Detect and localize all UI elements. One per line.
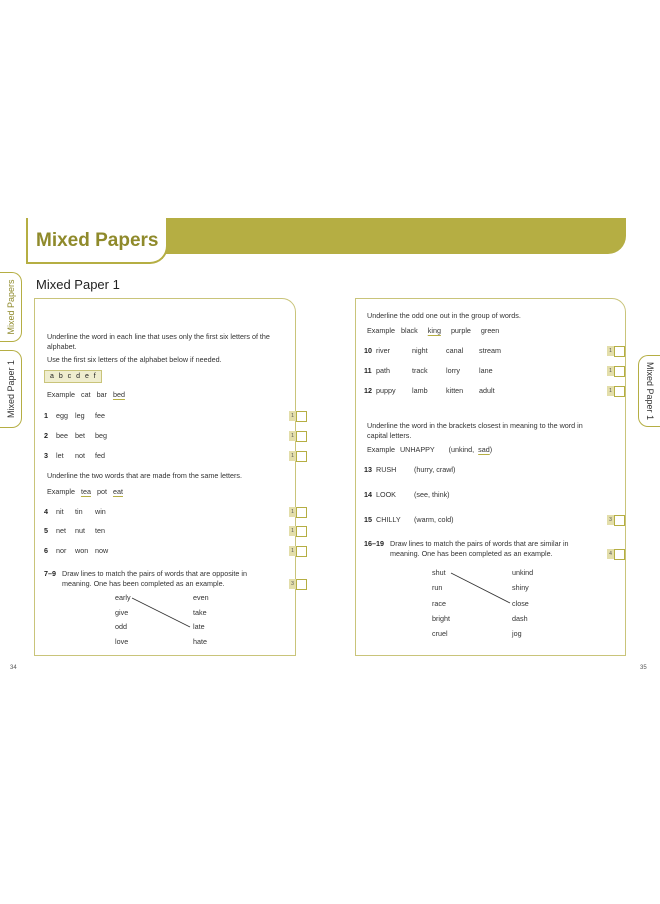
option-word[interactable]: not [75,451,85,460]
question-text-cont: meaning. One has been completed as an example. [62,579,225,588]
capital-word: CHILLY [376,515,401,524]
pair-right-word[interactable]: late [193,622,205,631]
option-word[interactable]: kitten [446,386,464,395]
mark-box-q3[interactable]: 1 [289,451,307,462]
option-word[interactable]: canal [446,346,464,355]
question-number: 10 [364,346,372,355]
page-number-right: 35 [640,665,647,671]
example-word: UNHAPPY [399,445,435,454]
question-4 [44,507,106,517]
example-word: bar [96,390,107,399]
option-word[interactable]: night [412,346,428,355]
question-2 [44,431,107,441]
option-word[interactable]: stream [479,346,501,355]
option-word[interactable]: lamb [412,386,428,395]
option-word[interactable]: nor [56,546,67,555]
capital-word: RUSH [376,465,397,474]
pair-left-word[interactable]: give [115,608,129,617]
question-number: 15 [364,515,372,524]
pair-right-word[interactable]: close [512,599,529,608]
side-tab-label: Mixed Paper 1 [5,359,16,419]
pair-right-word[interactable]: take [193,608,207,617]
example-word: pot [96,487,107,496]
section-title: Mixed Papers [36,230,159,251]
pair-right-word[interactable]: jog [512,629,522,638]
pair-right-word[interactable]: unkind [512,568,534,577]
option-word[interactable]: bee [56,431,68,440]
option-word[interactable]: won [75,546,89,555]
example-word: green [480,326,500,335]
question-number: 16–19 [364,539,384,548]
example-word: purple [450,326,471,335]
side-tab-mixed-paper-1[interactable] [0,350,22,428]
question-number: 7–9 [44,569,56,578]
option-word[interactable]: bet [75,431,85,440]
option-word[interactable]: egg [56,411,68,420]
mark-box-q7-9[interactable]: 3 [289,579,307,590]
page-number-left: 34 [10,665,17,671]
pair-left-word[interactable]: odd [115,622,127,631]
side-tab-right-mixed-paper-1[interactable] [638,355,660,427]
question-text: Draw lines to match the pairs of words that are opposite in [62,569,247,578]
pair-right-word[interactable]: hate [193,637,207,646]
question-text: Draw lines to match the pairs of words that are similar in [390,539,569,548]
question-number: 13 [364,465,372,474]
alphabet-box: a b c d e f [44,370,102,383]
bracket-options[interactable]: (hurry, crawl) [414,465,456,474]
example-row-2 [47,487,123,497]
question-number: 4 [44,507,48,516]
example-label: Example [367,326,395,335]
question-number: 6 [44,546,48,555]
mark-box-q2[interactable]: 1 [289,431,307,442]
pair-left-word[interactable]: early [115,593,131,602]
question-text-cont: meaning. One has been completed as an example. [390,549,553,558]
question-16-19 [364,539,569,549]
example-row [47,390,125,400]
side-tab-label: Mixed Papers [5,279,16,335]
bracket-options[interactable]: (see, think) [414,490,450,499]
example-label: Example [47,390,75,399]
instruction-text: Underline the odd one out in the group of words. [367,311,521,320]
option-word[interactable]: nit [56,507,64,516]
pair-right-word[interactable]: shiny [512,583,529,592]
instruction-text-2: Underline the word in the brackets closest in meaning to the word in capital letters. [367,421,583,440]
pair-left-word[interactable]: race [432,599,446,608]
option-word[interactable]: fee [95,411,105,420]
example-row-2 [367,445,492,455]
mark-box-q6[interactable]: 1 [289,546,307,557]
question-14 [364,490,450,500]
mark-box-q10[interactable]: 1 [607,346,625,357]
pair-right-word[interactable]: even [193,593,209,602]
question-1 [44,411,105,421]
question-6 [44,546,109,556]
option-word[interactable]: net [56,526,66,535]
option-word[interactable]: tin [75,507,83,516]
question-13 [364,465,456,475]
question-number: 5 [44,526,48,535]
option-word[interactable]: track [412,366,428,375]
example-answer: bed [112,390,125,399]
option-word[interactable]: adult [479,386,495,395]
pair-left-word[interactable]: shut [432,568,446,577]
question-12 [364,386,495,396]
example-word: black [400,326,418,335]
option-word[interactable]: fed [95,451,105,460]
pair-left-word[interactable]: cruel [432,629,448,638]
mark-box-q1[interactable]: 1 [289,411,307,422]
capital-word: LOOK [376,490,396,499]
instruction-text: Underline the word in each line that uses only the first six letters of the alphabet. [47,332,270,351]
example-answer: sad [478,445,490,454]
pair-left-word[interactable]: love [115,637,129,646]
bracket-options[interactable]: (warm, cold) [414,515,454,524]
question-7-9 [44,569,247,579]
question-15 [364,515,454,525]
pair-left-word[interactable]: run [432,583,443,592]
question-number: 3 [44,451,48,460]
hint-text: Use the first six letters of the alphabet below if needed. [47,355,222,364]
example-bracket: ) [489,445,493,454]
mark-box-q16-19[interactable]: 4 [607,549,625,560]
instruction-text-2: Underline the two words that are made from the same letters. [47,471,242,480]
side-tab-mixed-papers[interactable] [0,272,22,342]
example-label: Example [47,487,75,496]
question-number: 14 [364,490,372,499]
side-tab-label: Mixed Paper 1 [644,361,655,421]
question-11 [364,366,493,376]
example-answer: tea [80,487,91,496]
mark-box-q13-15[interactable]: 3 [607,515,625,526]
option-word[interactable]: now [95,546,109,555]
mark-box-q5[interactable]: 1 [289,526,307,537]
question-number: 12 [364,386,372,395]
example-word: cat [80,390,91,399]
question-number: 11 [364,366,372,375]
mark-box-q12[interactable]: 1 [607,386,625,397]
option-word[interactable]: ten [95,526,105,535]
mark-box-q11[interactable]: 1 [607,366,625,377]
example-answer: eat [112,487,123,496]
option-word[interactable]: win [95,507,106,516]
option-word[interactable]: path [376,366,390,375]
option-word[interactable]: nut [75,526,85,535]
question-5 [44,526,105,536]
pair-right-word[interactable]: dash [512,614,528,623]
question-number: 1 [44,411,48,420]
option-word[interactable]: lane [479,366,493,375]
option-word[interactable]: lorry [446,366,460,375]
option-word[interactable]: beg [95,431,107,440]
example-label: Example [367,445,395,454]
question-10 [364,346,501,356]
question-number: 2 [44,431,48,440]
example-row [367,326,499,336]
option-word[interactable]: let [56,451,64,460]
option-word[interactable]: river [376,346,390,355]
option-word[interactable]: puppy [376,386,396,395]
mark-box-q4[interactable]: 1 [289,507,307,518]
example-answer: king [427,326,441,335]
header-bar [152,218,626,254]
paper-title: Mixed Paper 1 [36,277,120,292]
option-word[interactable]: leg [75,411,85,420]
pair-left-word[interactable]: bright [432,614,450,623]
question-3 [44,451,105,461]
example-options: (unkind, [448,445,475,454]
